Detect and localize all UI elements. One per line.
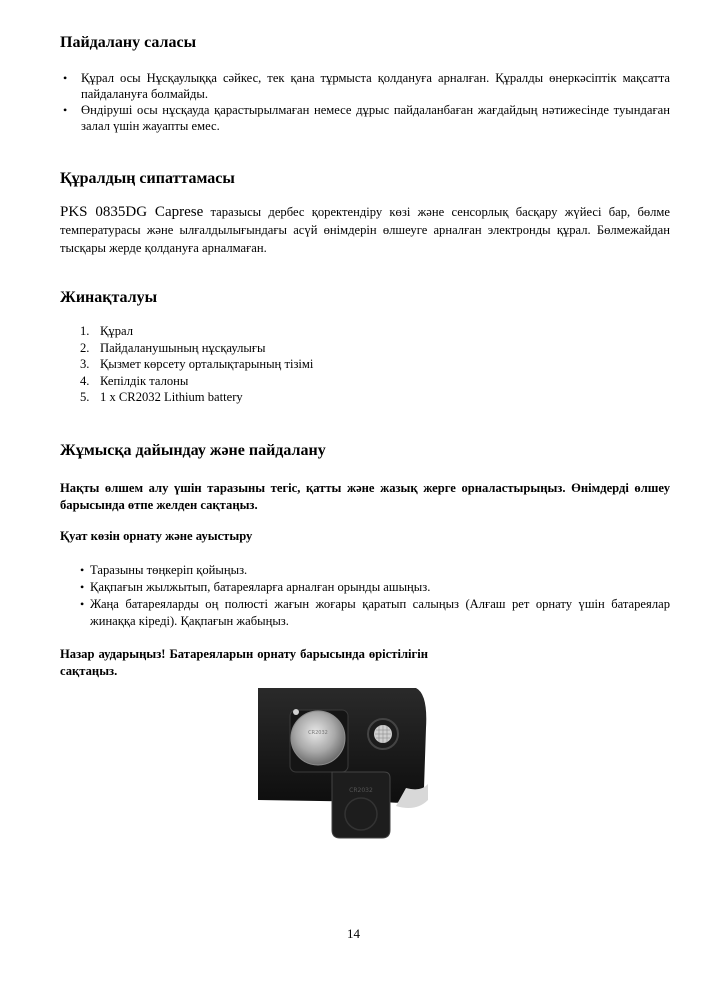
description-text: таразысы дербес қоректендіру көзі және сенсорлық басқару жүйесі бар, бөлме температурасы және ылғалдылығындағы асүй өнімдерін өлшеуге арналған электронды құрал. Бөлмежайдан тысқары жерде қолдануға арналмаған. bbox=[60, 205, 670, 255]
battery-lid bbox=[332, 772, 390, 838]
usage-list bbox=[60, 70, 670, 134]
screw-icon bbox=[293, 709, 299, 715]
list-item: • Жаңа батареяларды оң полюсті жағын жоғары қаратып салыңыз (Алғаш рет орнату үшін батареялар жинаққа кіреді). Қақпағын жабыңыз. bbox=[82, 596, 670, 630]
list-item: • Құрал осы Нұсқаулыққа сәйкес, тек қана тұрмыста қолдануға арналған. Құралды өнеркәсіптік мақсатта пайдалануға болмайды. bbox=[60, 70, 670, 102]
section-title-description: Құралдың сипаттамасы bbox=[60, 170, 235, 187]
operation-intro: Нақты өлшем алу үшін таразыны тегіс, қатты және жазық жерге орналастырыңыз. Өнімдерді өлшеу барысында өтпе желден сақтаңыз. bbox=[60, 481, 670, 512]
section-title-usage: Пайдалану саласы bbox=[60, 34, 197, 51]
polarity-warning: Назар аударыңыз! Батареяларын орнату барысында өрістілігін сақтаңыз. bbox=[60, 647, 428, 678]
list-item: • Таразыны төңкеріп қойыңыз. bbox=[82, 562, 670, 579]
battery-subtitle: Қуат көзін орнату және ауыстыру bbox=[60, 529, 253, 543]
battery-compartment-photo bbox=[256, 688, 428, 840]
list-item: 3. Қызмет көрсету орталықтарының тізімі bbox=[80, 357, 314, 371]
list-item: 4. Кепілдік талоны bbox=[80, 373, 189, 388]
battery-label: CR2032 bbox=[308, 730, 328, 736]
list-item: • Өндіруші осы нұсқауда қарастырылмаған немесе дұрыс пайдаланбаған жағдайдың нәтижесінде туындаған залал үшін жауапты емес. bbox=[60, 102, 670, 134]
list-item: 5. 1 х CR2032 Lithium battery bbox=[80, 390, 243, 404]
battery-steps-list bbox=[82, 562, 670, 630]
model-name: PKS 0835DG Caprese bbox=[60, 204, 204, 220]
list-item: 1. Құрал bbox=[80, 324, 133, 338]
list-item: • Қақпағын жылжытып, батареяларға арналған орынды ашыңыз. bbox=[82, 579, 670, 596]
page-number: 14 bbox=[347, 926, 360, 941]
contents-list bbox=[80, 323, 313, 406]
lid-label: CR2032 bbox=[349, 787, 373, 794]
list-item: 2. Пайдаланушының нұсқаулығы bbox=[80, 340, 266, 355]
section-title-operation: Жұмысқа дайындау және пайдалану bbox=[60, 442, 326, 459]
description-paragraph bbox=[60, 203, 670, 257]
section-title-contents: Жинақталуы bbox=[60, 289, 158, 306]
